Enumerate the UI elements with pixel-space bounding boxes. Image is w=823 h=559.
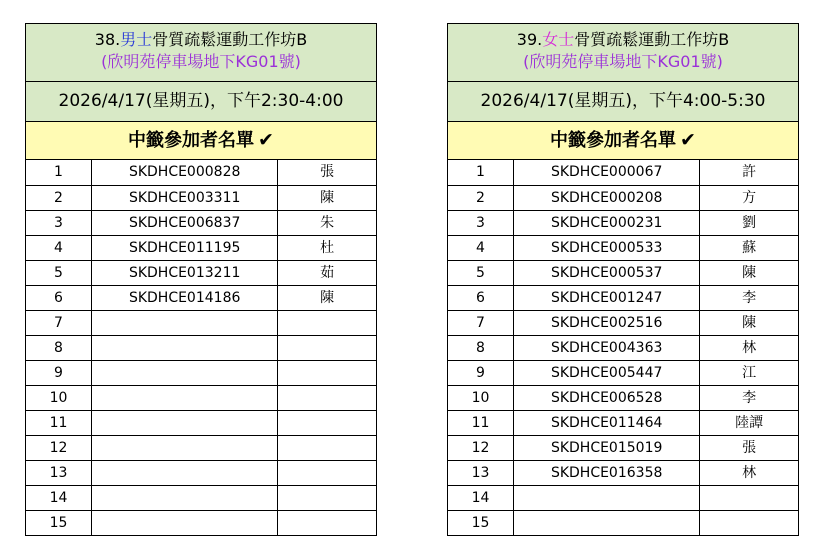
participant-code: SKDHCE003311 — [92, 185, 278, 210]
participant-surname: 張 — [278, 160, 376, 185]
participant-code: SKDHCE014186 — [92, 285, 278, 310]
workshop-sheet-38 — [25, 23, 377, 536]
row-number: 10 — [26, 385, 92, 410]
table-row — [26, 285, 376, 310]
participant-code: SKDHCE000067 — [514, 160, 700, 185]
table-row — [26, 360, 376, 385]
participant-surname: 李 — [700, 385, 798, 410]
participant-code: SKDHCE011464 — [514, 410, 700, 435]
list-header-label: 中籤參加者名單 — [128, 130, 255, 151]
participant-code — [92, 335, 278, 360]
row-number: 2 — [448, 185, 514, 210]
participant-surname — [278, 310, 376, 335]
participant-code: SKDHCE005447 — [514, 360, 700, 385]
table-row — [448, 285, 798, 310]
workshop-date: 2026/4/17(星期五)，下午2:30-4:00 — [26, 82, 376, 122]
row-number: 11 — [26, 410, 92, 435]
table-row — [448, 160, 798, 185]
row-number: 12 — [26, 435, 92, 460]
row-number: 11 — [448, 410, 514, 435]
participant-code: SKDHCE000828 — [92, 160, 278, 185]
participant-surname: 杜 — [278, 235, 376, 260]
table-row — [26, 460, 376, 485]
row-number: 7 — [448, 310, 514, 335]
row-number: 9 — [448, 360, 514, 385]
participant-surname: 江 — [700, 360, 798, 385]
list-header — [26, 122, 376, 160]
table-row — [26, 385, 376, 410]
participant-code: SKDHCE000533 — [514, 235, 700, 260]
participant-code: SKDHCE013211 — [92, 260, 278, 285]
gender-label: 女士 — [542, 30, 575, 49]
participant-surname: 劉 — [700, 210, 798, 235]
participant-code — [514, 485, 700, 510]
workshop-name: 骨質疏鬆運動工作坊B — [574, 30, 730, 49]
participant-surname — [278, 460, 376, 485]
participant-surname: 陳 — [278, 185, 376, 210]
participant-surname: 林 — [700, 335, 798, 360]
table-row — [448, 360, 798, 385]
participant-surname: 陳 — [700, 260, 798, 285]
participant-surname — [700, 510, 798, 535]
participant-code — [92, 360, 278, 385]
row-number: 1 — [448, 160, 514, 185]
table-row — [26, 260, 376, 285]
table-row — [448, 260, 798, 285]
participant-code — [92, 310, 278, 335]
table-row — [448, 485, 798, 510]
row-number: 14 — [26, 485, 92, 510]
checkmark-icon: ✔ — [680, 129, 696, 151]
row-number: 15 — [448, 510, 514, 535]
list-header — [448, 122, 798, 160]
participant-code: SKDHCE002516 — [514, 310, 700, 335]
participant-code — [92, 510, 278, 535]
row-number: 2 — [26, 185, 92, 210]
table-row — [448, 385, 798, 410]
participant-code: SKDHCE011195 — [92, 235, 278, 260]
row-number: 7 — [26, 310, 92, 335]
participant-surname: 陳 — [700, 310, 798, 335]
checkmark-icon: ✔ — [258, 129, 274, 151]
row-number: 13 — [448, 460, 514, 485]
participant-code: SKDHCE004363 — [514, 335, 700, 360]
title-box — [26, 24, 376, 82]
participant-code — [514, 510, 700, 535]
row-number: 5 — [448, 260, 514, 285]
table-row — [26, 310, 376, 335]
table-row — [26, 235, 376, 260]
gender-label: 男士 — [120, 30, 153, 49]
participant-surname: 蘇 — [700, 235, 798, 260]
row-number: 6 — [26, 285, 92, 310]
table-row — [448, 235, 798, 260]
table-row — [448, 435, 798, 460]
title-box — [448, 24, 798, 82]
participant-code: SKDHCE006528 — [514, 385, 700, 410]
list-header-label: 中籤參加者名單 — [550, 130, 677, 151]
row-number: 8 — [448, 335, 514, 360]
participant-surname: 張 — [700, 435, 798, 460]
participant-surname — [278, 410, 376, 435]
participant-surname: 李 — [700, 285, 798, 310]
workshop-name: 骨質疏鬆運動工作坊B — [152, 30, 308, 49]
table-row — [26, 485, 376, 510]
row-number: 13 — [26, 460, 92, 485]
row-number: 8 — [26, 335, 92, 360]
table-row — [26, 410, 376, 435]
table-row — [26, 160, 376, 185]
participant-code: SKDHCE001247 — [514, 285, 700, 310]
participant-surname — [278, 435, 376, 460]
row-number: 3 — [26, 210, 92, 235]
workshop-sheet-39 — [447, 23, 799, 536]
workshop-location: (欣明苑停車場地下KG01號) — [523, 52, 723, 71]
participant-surname — [278, 335, 376, 360]
participant-table — [26, 160, 376, 535]
table-row — [448, 310, 798, 335]
row-number: 10 — [448, 385, 514, 410]
participant-surname — [700, 485, 798, 510]
table-row — [26, 335, 376, 360]
participant-surname — [278, 360, 376, 385]
participant-surname — [278, 485, 376, 510]
participant-surname: 方 — [700, 185, 798, 210]
participant-code — [92, 435, 278, 460]
participant-code — [92, 385, 278, 410]
participant-code: SKDHCE015019 — [514, 435, 700, 460]
participant-code — [92, 460, 278, 485]
workshop-title — [26, 29, 376, 51]
workshop-number: 39. — [516, 30, 543, 49]
table-row — [448, 335, 798, 360]
participant-table — [448, 160, 798, 535]
row-number: 5 — [26, 260, 92, 285]
table-row — [448, 410, 798, 435]
participant-surname: 陳 — [278, 285, 376, 310]
row-number: 6 — [448, 285, 514, 310]
workshop-date: 2026/4/17(星期五)，下午4:00-5:30 — [448, 82, 798, 122]
participant-code — [92, 485, 278, 510]
row-number: 4 — [448, 235, 514, 260]
table-row — [448, 510, 798, 535]
participant-surname: 許 — [700, 160, 798, 185]
table-row — [26, 185, 376, 210]
participant-surname — [278, 385, 376, 410]
workshop-location: (欣明苑停車場地下KG01號) — [101, 52, 301, 71]
table-row — [26, 510, 376, 535]
table-row — [26, 210, 376, 235]
row-number: 1 — [26, 160, 92, 185]
row-number: 4 — [26, 235, 92, 260]
row-number: 9 — [26, 360, 92, 385]
row-number: 15 — [26, 510, 92, 535]
row-number: 3 — [448, 210, 514, 235]
participant-surname: 茹 — [278, 260, 376, 285]
participant-surname: 林 — [700, 460, 798, 485]
workshop-title — [448, 29, 798, 51]
participant-code: SKDHCE006837 — [92, 210, 278, 235]
participant-code: SKDHCE016358 — [514, 460, 700, 485]
participant-surname — [278, 510, 376, 535]
participant-surname: 陸譚 — [700, 410, 798, 435]
table-row — [26, 435, 376, 460]
table-row — [448, 210, 798, 235]
participant-code: SKDHCE000208 — [514, 185, 700, 210]
row-number: 12 — [448, 435, 514, 460]
workshop-number: 38. — [94, 30, 121, 49]
table-row — [448, 460, 798, 485]
participant-code: SKDHCE000537 — [514, 260, 700, 285]
participant-surname: 朱 — [278, 210, 376, 235]
participant-code — [92, 410, 278, 435]
participant-code: SKDHCE000231 — [514, 210, 700, 235]
table-row — [448, 185, 798, 210]
row-number: 14 — [448, 485, 514, 510]
